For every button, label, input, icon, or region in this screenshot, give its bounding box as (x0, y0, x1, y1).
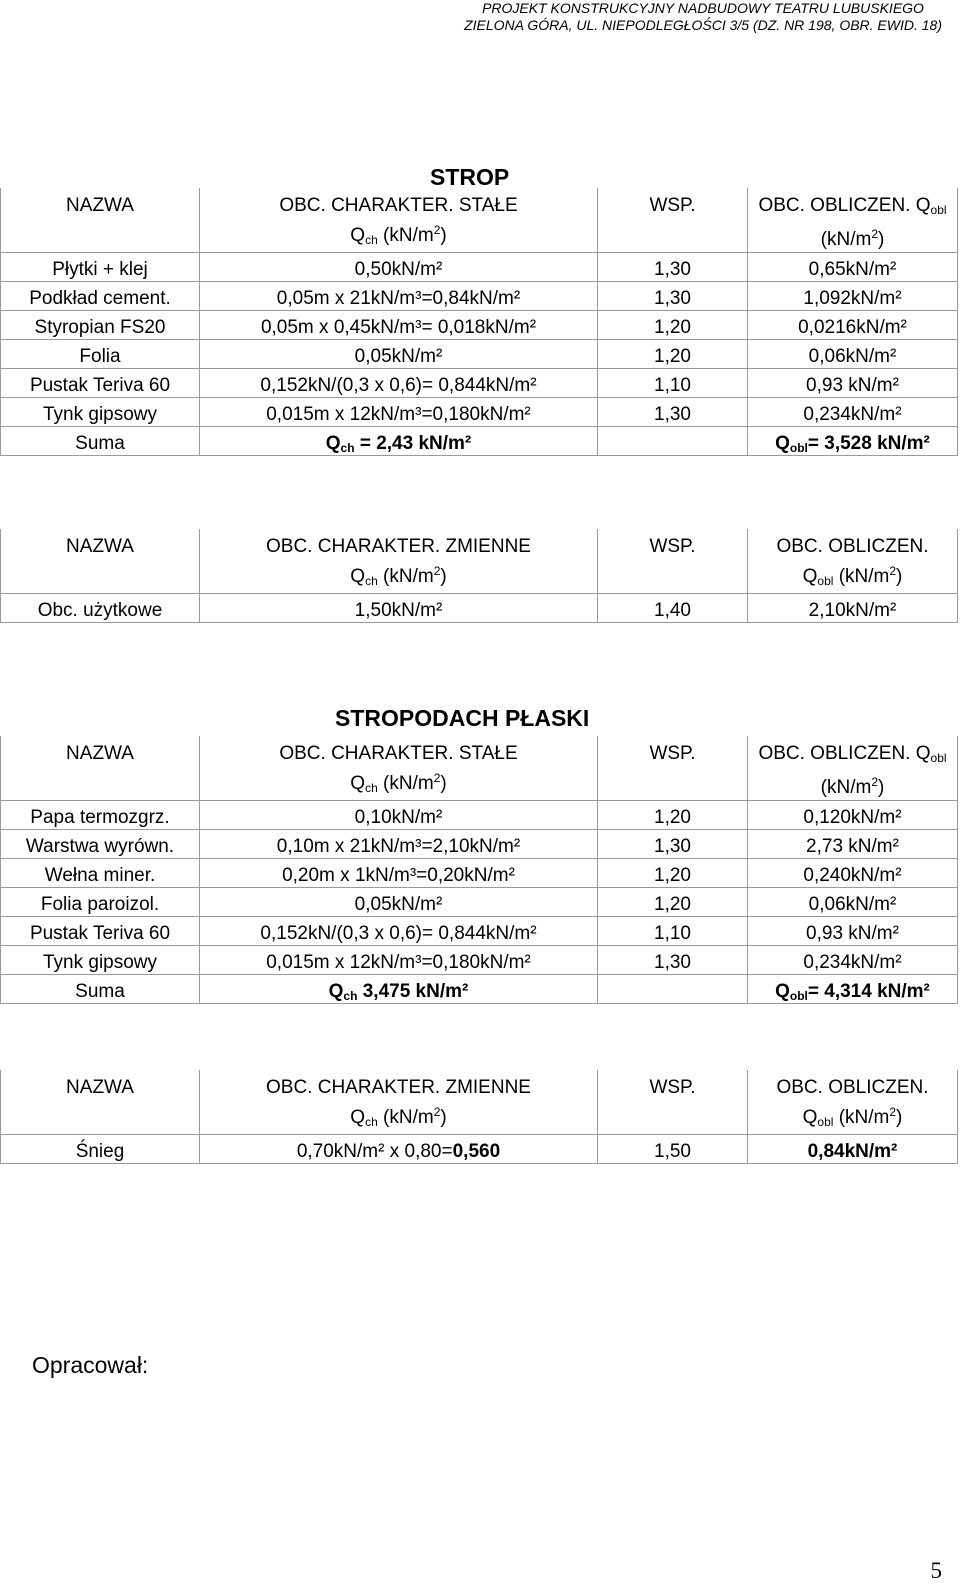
col-header-obliczen: OBC. OBLICZEN. $Q_{obl}$ $(kN/m^2)$ (748, 529, 958, 594)
cell-nazwa: Obc. użytkowe (1, 594, 200, 623)
cell-suma-label: Suma (1, 975, 200, 1004)
col-header-nazwa: NAZWA (1, 188, 200, 253)
section-title-strop: STROP (430, 164, 510, 190)
cell-nazwa: Papa termozgrz. (1, 801, 200, 830)
page-number: 5 (930, 1558, 942, 1583)
cell-suma-obliczen: $Q_{obl}= 3,528$ kN/m² (748, 427, 958, 456)
cell-charakter: 0,015m x 12kN/m³=0,180kN/m² (200, 946, 598, 975)
col-header-charakter: OBC. CHARAKTER. ZMIENNE $Q_{ch}$ $(kN/m^2)$ (200, 1070, 598, 1135)
cell-charakter: 0,10kN/m² (200, 801, 598, 830)
cell-nazwa: Pustak Teriva 60 (1, 369, 200, 398)
cell-charakter: 0,50kN/m² (200, 253, 598, 282)
col-header-obliczen: OBC. OBLICZEN. $Q_{obl}$ $(kN/m^2)$ (748, 1070, 958, 1135)
document-header (464, 0, 942, 34)
cell-wsp: 1,10 (598, 369, 748, 398)
cell-nazwa: Tynk gipsowy (1, 398, 200, 427)
cell-wsp: 1,20 (598, 888, 748, 917)
cell-nazwa: Płytki + klej (1, 253, 200, 282)
cell-wsp: 1,20 (598, 340, 748, 369)
cell-charakter: 0,05m x 0,45kN/m³= 0,018kN/m² (200, 311, 598, 340)
cell-nazwa: Folia (1, 340, 200, 369)
cell-obliczen: 0,65kN/m² (748, 253, 958, 282)
col-header-nazwa: NAZWA (1, 1070, 200, 1135)
cell-charakter: 0,70kN/m² x 0,80=0,560 (200, 1135, 598, 1164)
cell-charakter: 0,20m x 1kN/m³=0,20kN/m² (200, 859, 598, 888)
cell-charakter: 0,152kN/(0,3 x 0,6)= 0,844kN/m² (200, 917, 598, 946)
cell-charakter: 0,05m x 21kN/m³=0,84kN/m² (200, 282, 598, 311)
cell-obliczen: 0,234kN/m² (748, 398, 958, 427)
cell-wsp: 1,30 (598, 253, 748, 282)
cell-nazwa: Tynk gipsowy (1, 946, 200, 975)
cell-suma-charakter: $Q_{ch} = 2,43$ kN/m² (200, 427, 598, 456)
header-line-1: PROJEKT KONSTRUKCYJNY NADBUDOWY TEATRU LUBUSKIEGO (482, 0, 924, 16)
col-header-charakter: OBC. CHARAKTER. STAŁE $Q_{ch}$ $(kN/m^2)$ (200, 736, 598, 801)
cell-nazwa: Wełna miner. (1, 859, 200, 888)
cell-suma-charakter: $Q_{ch}$ 3,475 kN/m² (200, 975, 598, 1004)
cell-obliczen: 1,092kN/m² (748, 282, 958, 311)
col-header-charakter: OBC. CHARAKTER. ZMIENNE $Q_{ch}$ $(kN/m^2)$ (200, 529, 598, 594)
cell-obliczen: 2,10kN/m² (748, 594, 958, 623)
stropodach-zmienne-table (0, 1070, 958, 1164)
table-row (1, 801, 958, 830)
table-row (1, 311, 958, 340)
cell-obliczen: 0,0216kN/m² (748, 311, 958, 340)
table-row (1, 859, 958, 888)
cell-obliczen: 0,234kN/m² (748, 946, 958, 975)
cell-wsp: 1,20 (598, 311, 748, 340)
prepared-by-label: Opracował: (32, 1352, 149, 1378)
table-row (1, 369, 958, 398)
cell-wsp: 1,40 (598, 594, 748, 623)
col-header-wsp: WSP. (598, 1070, 748, 1135)
cell-suma-empty (598, 975, 748, 1004)
cell-wsp: 1,30 (598, 282, 748, 311)
cell-obliczen: 0,93 kN/m² (748, 369, 958, 398)
table-row (1, 917, 958, 946)
cell-wsp: 1,20 (598, 801, 748, 830)
col-header-wsp: WSP. (598, 736, 748, 801)
cell-charakter: 0,015m x 12kN/m³=0,180kN/m² (200, 398, 598, 427)
cell-obliczen: 0,84kN/m² (748, 1135, 958, 1164)
cell-charakter: 0,152kN/(0,3 x 0,6)= 0,844kN/m² (200, 369, 598, 398)
cell-wsp: 1,30 (598, 830, 748, 859)
cell-charakter: 0,10m x 21kN/m³=2,10kN/m² (200, 830, 598, 859)
table-row (1, 830, 958, 859)
stropodach-stale-table (0, 736, 958, 1004)
cell-charakter: 1,50kN/m² (200, 594, 598, 623)
cell-wsp: 1,30 (598, 946, 748, 975)
table-row (1, 253, 958, 282)
col-header-charakter: OBC. CHARAKTER. STAŁE $Q_{ch}$ $(kN/m^2)$ (200, 188, 598, 253)
cell-obliczen: 0,06kN/m² (748, 340, 958, 369)
cell-obliczen: 2,73 kN/m² (748, 830, 958, 859)
cell-suma-obliczen: $Q_{obl}= 4,314$ kN/m² (748, 975, 958, 1004)
cell-suma-label: Suma (1, 427, 200, 456)
cell-charakter: 0,05kN/m² (200, 340, 598, 369)
table-row (1, 398, 958, 427)
section-title-stropodach: STROPODACH PŁASKI (335, 705, 590, 731)
cell-nazwa: Styropian FS20 (1, 311, 200, 340)
strop-zmienne-table (0, 529, 958, 623)
sum-row (1, 427, 958, 456)
table-row (1, 282, 958, 311)
col-header-obliczen: OBC. OBLICZEN. $Q_{obl}$ $(kN/m^2)$ (748, 736, 958, 801)
cell-nazwa: Pustak Teriva 60 (1, 917, 200, 946)
sum-row (1, 975, 958, 1004)
cell-wsp: 1,30 (598, 398, 748, 427)
col-header-nazwa: NAZWA (1, 736, 200, 801)
cell-suma-empty (598, 427, 748, 456)
cell-nazwa: Podkład cement. (1, 282, 200, 311)
col-header-nazwa: NAZWA (1, 529, 200, 594)
cell-obliczen: 0,06kN/m² (748, 888, 958, 917)
cell-wsp: 1,10 (598, 917, 748, 946)
col-header-obliczen: OBC. OBLICZEN. $Q_{obl}$ $(kN/m^2)$ (748, 188, 958, 253)
table-row (1, 888, 958, 917)
table-row (1, 946, 958, 975)
cell-obliczen: 0,120kN/m² (748, 801, 958, 830)
col-header-wsp: WSP. (598, 188, 748, 253)
cell-obliczen: 0,240kN/m² (748, 859, 958, 888)
strop-stale-table (0, 188, 958, 456)
table-row (1, 1135, 958, 1164)
cell-wsp: 1,20 (598, 859, 748, 888)
cell-wsp: 1,50 (598, 1135, 748, 1164)
header-line-2: ZIELONA GÓRA, UL. NIEPODLEGŁOŚCI 3/5 (DZ. NR 198, OBR. EWID. 18) (464, 17, 942, 33)
col-header-wsp: WSP. (598, 529, 748, 594)
cell-nazwa: Warstwa wyrówn. (1, 830, 200, 859)
table-row (1, 340, 958, 369)
cell-nazwa: Folia paroizol. (1, 888, 200, 917)
cell-obliczen: 0,93 kN/m² (748, 917, 958, 946)
cell-nazwa: Śnieg (1, 1135, 200, 1164)
cell-charakter: 0,05kN/m² (200, 888, 598, 917)
table-row (1, 594, 958, 623)
